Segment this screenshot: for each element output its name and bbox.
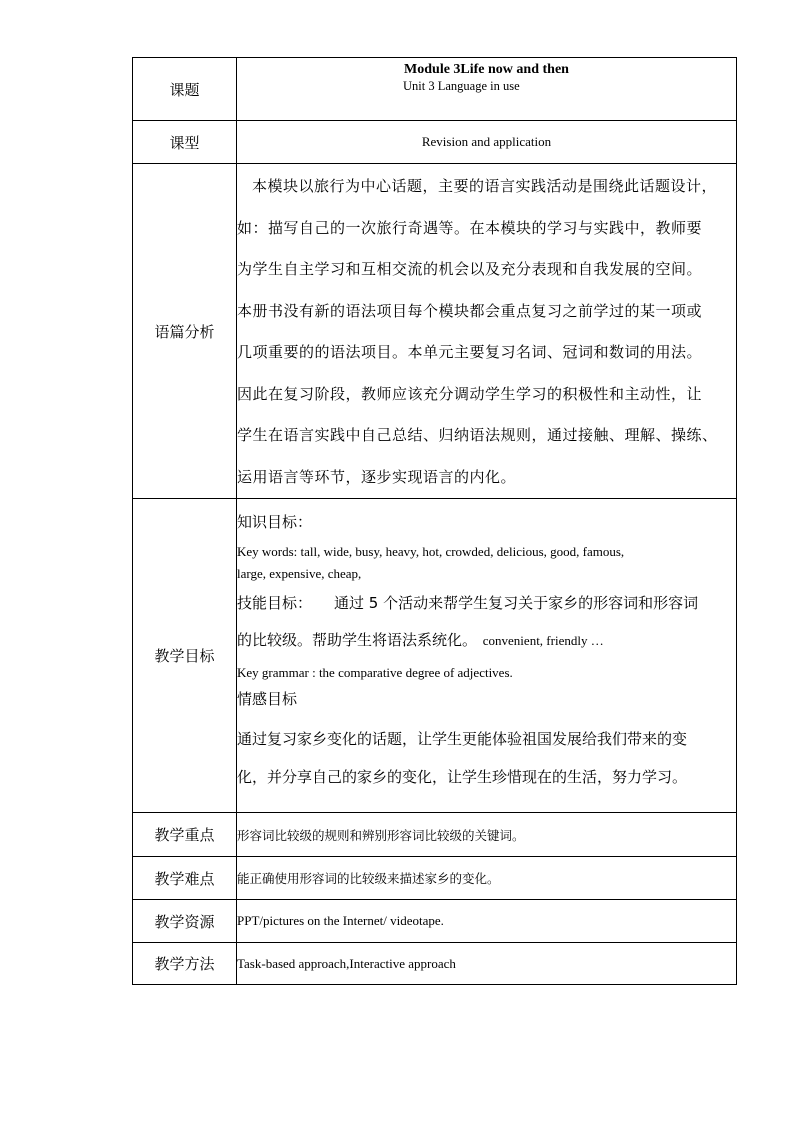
skill-words: convenient, friendly … (482, 633, 604, 648)
analysis-row (133, 164, 737, 499)
difficulties-label: 教学难点 (133, 857, 237, 900)
unit-title: Unit 3 Language in use (403, 79, 520, 93)
type-row (133, 121, 737, 164)
analysis-text (237, 166, 736, 498)
objectives-label: 教学目标 (133, 499, 237, 813)
analysis-line: 本模块以旅行为中心话题，主要的语言实践活动是围绕此话题设计， (252, 177, 718, 195)
difficulties-value: 能正确使用形容词的比较级来描述家乡的变化。 (237, 857, 737, 900)
emotion-line: 化，并分享自己的家乡的变化，让学生珍惜现在的生活，努力学习。 (237, 768, 688, 786)
lesson-plan-table (132, 57, 737, 985)
analysis-line: 因此在复习阶段，教师应该充分调动学生学习的积极性和主动性，让 (237, 384, 703, 403)
resources-row (133, 900, 737, 943)
key-grammar-line: Key grammar : the comparative degree of adjectives. (237, 665, 513, 680)
objectives-row (133, 499, 737, 813)
emotion-heading: 情感目标 (237, 690, 298, 708)
topic-row (133, 58, 737, 121)
topic-label: 课题 (133, 58, 237, 121)
resources-label: 教学资源 (133, 900, 237, 943)
analysis-line: 如：描写自己的一次旅行奇遇等。在本模块的学习与实践中，教师要 (237, 218, 703, 237)
methods-value: Task-based approach,Interactive approach (237, 943, 737, 985)
methods-row (133, 943, 737, 985)
type-label: 课型 (133, 121, 237, 164)
analysis-cell (237, 164, 737, 499)
skill-text: 的比较级。帮助学生将语法系统化。 (237, 631, 478, 649)
difficulties-row (133, 857, 737, 900)
resources-value: PPT/pictures on the Internet/ videotape. (237, 900, 737, 943)
analysis-line: 本册书没有新的语法项目每个模块都会重点复习之前学过的某一项或 (237, 301, 703, 320)
key-points-value: 形容词比较级的规则和辨别形容词比较级的关键词。 (237, 813, 737, 857)
key-points-row (133, 813, 737, 857)
key-words-line: large, expensive, cheap, (237, 566, 362, 581)
objectives-cell (237, 499, 737, 813)
analysis-line: 学生在语言实践中自己总结、归纳语法规则，通过接触、理解、操练、 (237, 426, 718, 444)
emotion-line: 通过复习家乡变化的话题，让学生更能体验祖国发展给我们带来的变 (237, 730, 688, 748)
knowledge-heading: 知识目标： (237, 513, 313, 531)
topic-cell (237, 58, 737, 121)
skill-line (237, 585, 736, 622)
skill-heading: 技能目标： (237, 594, 313, 612)
analysis-line: 几项重要的的语法项目。本单元主要复习名词、冠词和数词的用法。 (237, 343, 703, 361)
analysis-line: 运用语言等环节，逐步实现语言的内化。 (237, 467, 517, 486)
analysis-line: 为学生自主学习和互相交流的机会以及充分表现和自我发展的空间。 (237, 260, 703, 278)
skill-line (237, 622, 736, 659)
skill-text: 通过 5 个活动来帮学生复习关于家乡的形容词和形容词 (334, 594, 699, 612)
key-points-label: 教学重点 (133, 813, 237, 857)
analysis-label: 语篇分析 (133, 164, 237, 499)
key-words-line: Key words: tall, wide, busy, heavy, hot, crowded, delicious, good, famous, (237, 544, 625, 559)
emotion-text (237, 720, 736, 796)
methods-label: 教学方法 (133, 943, 237, 985)
module-title: Module 3Life now and then (404, 62, 569, 77)
type-value: Revision and application (237, 121, 737, 164)
